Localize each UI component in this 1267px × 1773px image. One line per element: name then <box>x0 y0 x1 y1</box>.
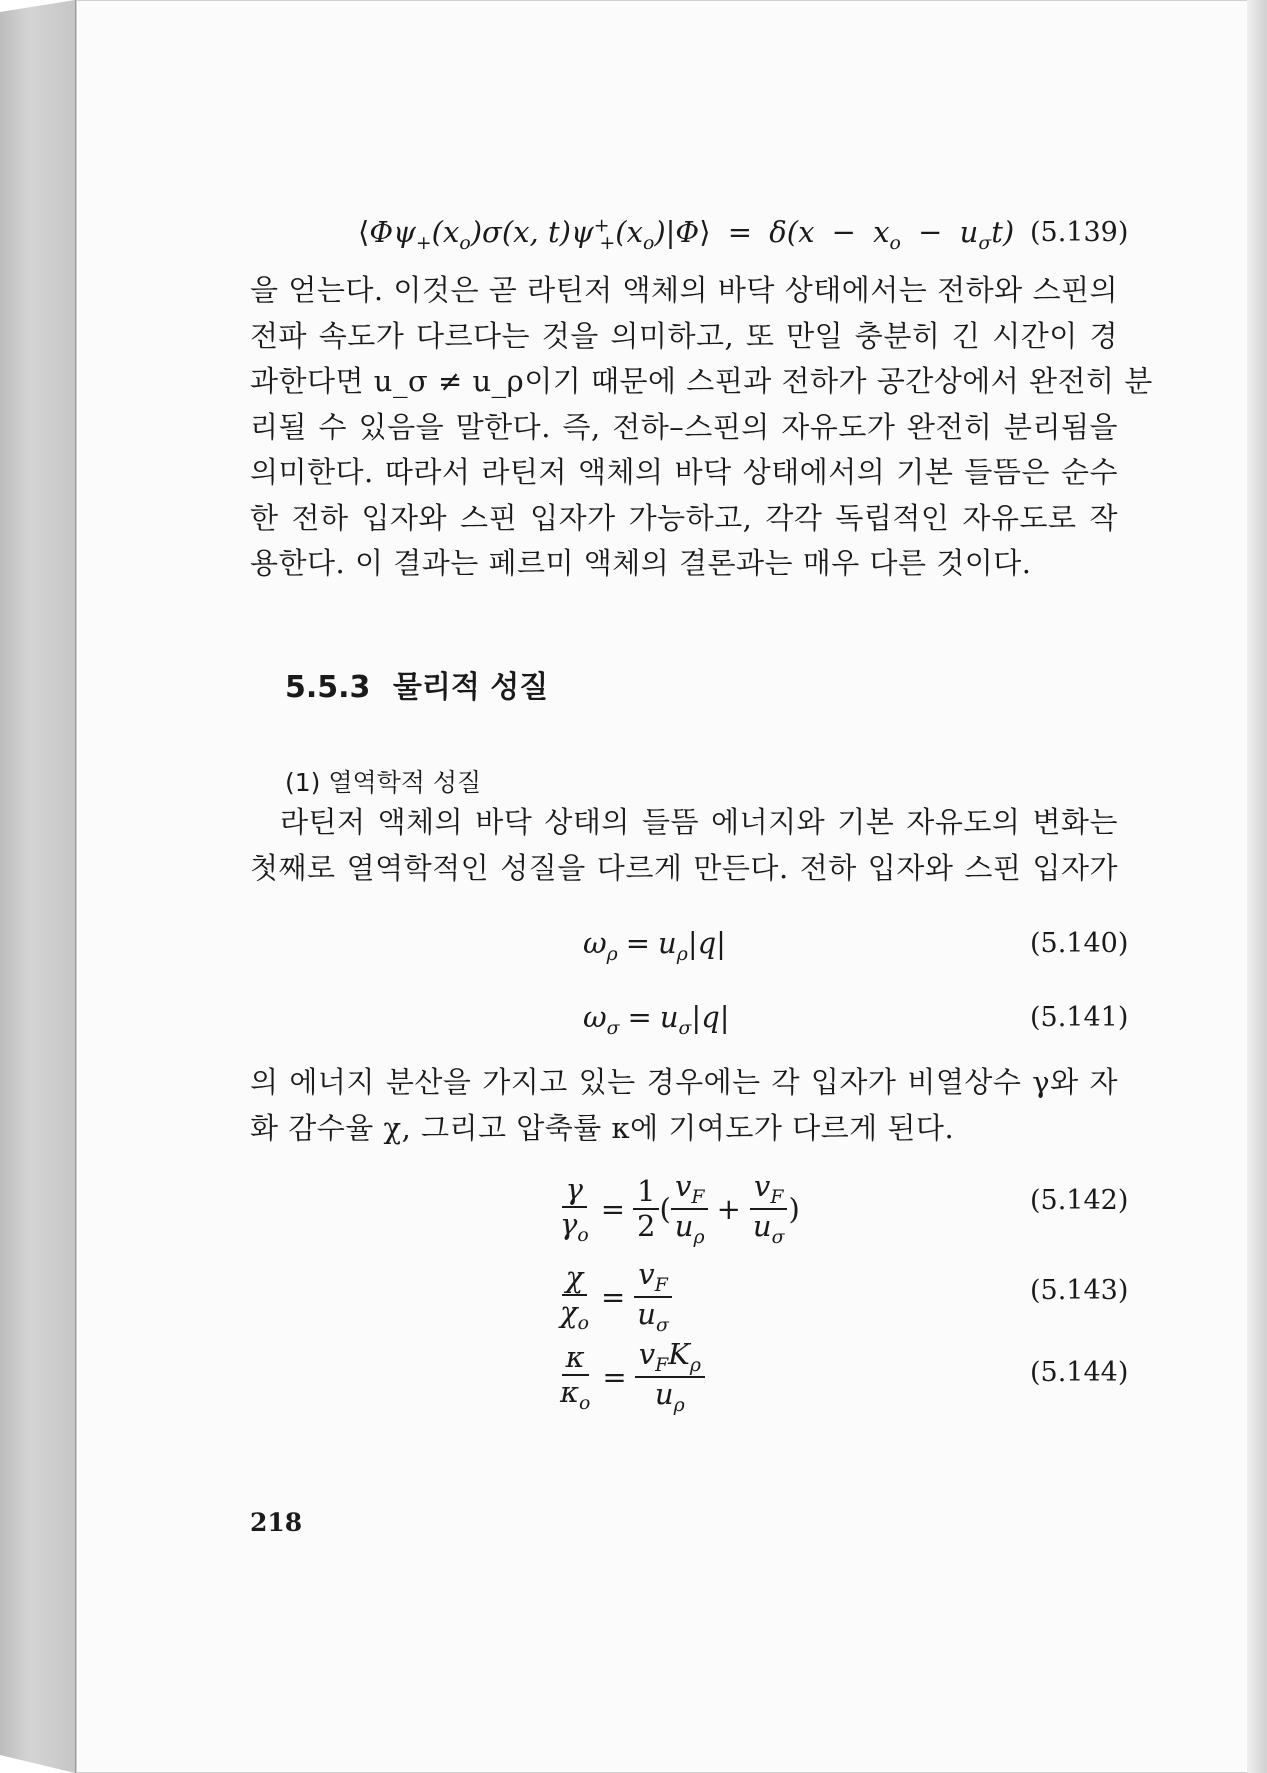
text-line: 과한다면 u_σ ≠ u_ρ이기 때문에 스핀과 전하가 공간상에서 완전히 분 <box>250 364 1153 398</box>
equation-number: (5.143) <box>1030 1275 1129 1306</box>
subsection-heading: (1) 열역학적 성질 <box>285 768 482 797</box>
text-line: 전파 속도가 다르다는 것을 의미하고, 또 만일 충분히 긴 시간이 경 <box>250 318 1118 353</box>
section-number: 5.5.3 <box>285 670 371 705</box>
paragraph <box>250 800 1118 891</box>
text-line: 용한다. 이 결과는 페르미 액체의 결론과는 매우 다른 것이다. <box>250 546 1032 580</box>
equation-number: (5.142) <box>1030 1185 1129 1216</box>
equation-5-140: $\omega_\rho = u_\rho|q|$ <box>583 926 726 965</box>
page-number: 218 <box>250 1508 303 1537</box>
book-edge <box>0 0 75 1773</box>
equation-number: (5.141) <box>1030 1002 1129 1033</box>
equation-number: (5.144) <box>1030 1357 1129 1388</box>
section-title: 물리적 성질 <box>392 670 549 705</box>
equation-5-142: $\frac{\gamma}{\gamma_o}$ = $\frac{1}{2}$ ( $\frac{v_F}{u_\rho}$ + $\frac{v_F}{u_\sigma}$ ) <box>560 1169 800 1249</box>
equation-number: (5.139) <box>1030 217 1129 248</box>
text-line: 리될 수 있음을 말한다. 즉, 전하–스핀의 자유도가 완전히 분리됨을 <box>250 409 1118 444</box>
section-heading <box>285 662 548 706</box>
paragraph <box>250 268 1153 587</box>
equation-number: (5.140) <box>1030 928 1129 959</box>
text-line: 의미한다. 따라서 라틴저 액체의 바닥 상태에서의 기본 들뜸은 순수 <box>250 455 1118 489</box>
paragraph <box>250 1060 1118 1151</box>
text-line: 의 에너지 분산을 가지고 있는 경우에는 각 입자가 비열상수 γ와 자 <box>250 1065 1118 1099</box>
equation-5-143: $\frac{\chi}{\chi_o}$ = $\frac{v_F}{u_\sigma}$ <box>556 1258 673 1337</box>
page-edge <box>1247 0 1267 1773</box>
equation-5-141: $\omega_\sigma = u_\sigma|q|$ <box>583 1000 730 1039</box>
text-line: 을 얻는다. 이것은 곧 라틴저 액체의 바닥 상태에서는 전하와 스핀의 <box>250 273 1118 307</box>
text-line: 한 전하 입자와 스핀 입자가 가능하고, 각각 독립적인 자유도로 작 <box>250 500 1118 535</box>
text-line: 라틴저 액체의 바닥 상태의 들뜸 에너지와 기본 자유도의 변화는 <box>280 805 1118 839</box>
text-line: 화 감수율 χ, 그리고 압축률 κ에 기여도가 다르게 된다. <box>250 1110 955 1145</box>
text-line: 첫째로 열역학적인 성질을 다르게 만든다. 전하 입자와 스핀 입자가 <box>250 850 1118 885</box>
equation-5-144: $\frac{\kappa}{\kappa_o}$ = $\frac{v_FK_\rho}{u_\rho}$ <box>556 1338 705 1417</box>
equation-5-139: $⟨\Phi\psi_+(x_o)\sigma(x$, $t)\psi^+_+(x_o)|\Phi⟩ = \delta(x - x_o - u_\sigma t)$ <box>358 215 1015 254</box>
